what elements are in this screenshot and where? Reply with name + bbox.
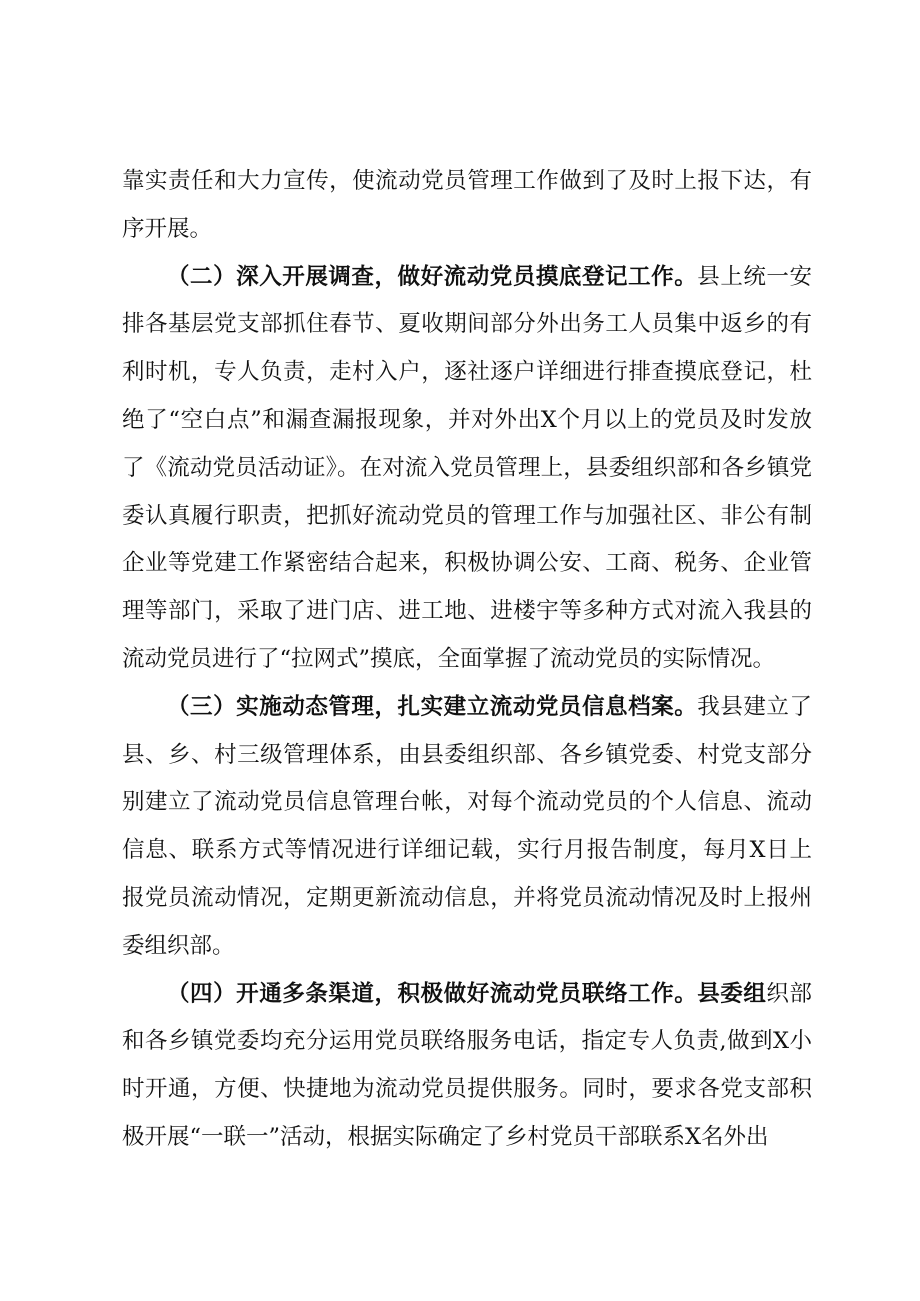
paragraph-section-2	[122, 254, 812, 684]
section-heading: （二）深入开展调查，做好流动党员摸底登记工作。	[167, 263, 698, 290]
paragraph-section-3	[122, 684, 812, 971]
paragraph-text: 靠实责任和大力宣传，使流动党员管理工作做到了及时上报下达，有序开展。	[122, 168, 812, 242]
paragraph-text: 我县建立了县、乡、村三级管理体系，由县委组织部、各乡镇党委、村党支部分别建立了流动党员信息管理台帐，对每个流动党员的个人信息、流动信息、联系方式等情况进行详细记载，实行月报告制度，每月X日上报党员流动情况，定期更新流动信息，并将党员流动情况及时上报州委组织部。	[122, 693, 812, 959]
paragraph-continuation	[122, 158, 812, 254]
paragraph-section-4	[122, 971, 812, 1162]
paragraph-text: 织部和各乡镇党委均充分运用党员联络服务电话，指定专人负责,做到X小时开通，方便、快捷地为流动党员提供服务。同时，要求各党支部积极开展“一联一”活动，根据实际确定了乡村党员干部联系X名外出	[122, 980, 812, 1150]
paragraph-text: 县上统一安排各基层党支部抓住春节、夏收期间部分外出务工人员集中返乡的有利时机，专人负责，走村入户，逐社逐户详细进行排查摸底登记，杜绝了“空白点”和漏查漏报现象，并对外出X个月以上的党员及时发放了《流动党员活动证》。在对流入党员管理上，县委组织部和各乡镇党委认真履行职责，把抓好流动党员的管理工作与加强社区、非公有制企业等党建工作紧密结合起来，积极协调公安、工商、税务、企业管理等部门，采取了进门店、进工地、进楼宇等多种方式对流入我县的流动党员进行了“拉网式”摸底，全面掌握了流动党员的实际情况。	[122, 263, 812, 672]
section-heading: （三）实施动态管理，扎实建立流动党员信息档案。	[167, 693, 698, 720]
document-body	[122, 158, 812, 1162]
section-heading: （四）开通多条渠道，积极做好流动党员联络工作。县委组	[167, 980, 767, 1007]
